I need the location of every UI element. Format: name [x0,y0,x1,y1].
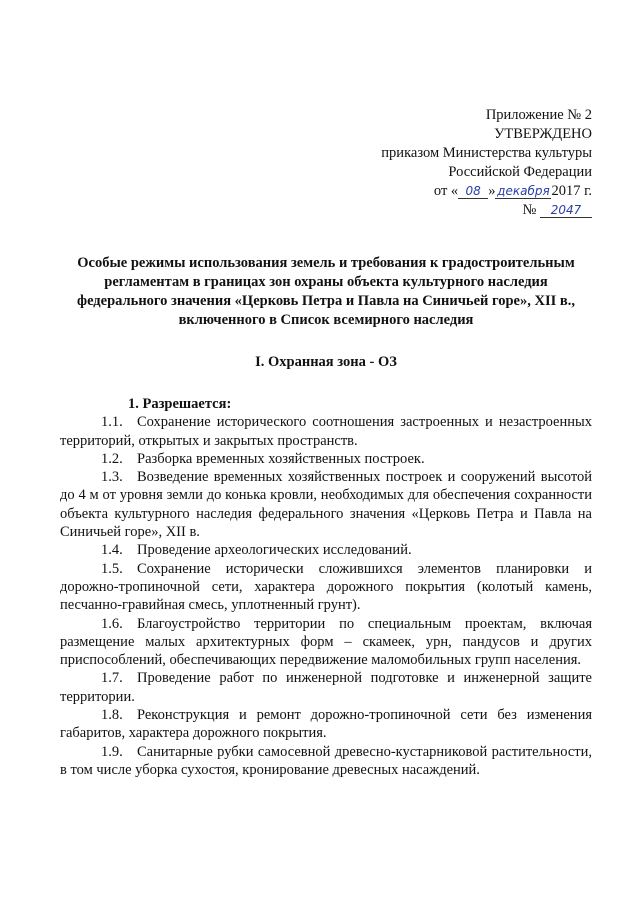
item-text: Проведение археологических исследований. [137,542,412,559]
document-title: Особые режимы использования земель и требования к градостроительным регламентам в границах зон охраны объекта культурного наследия федерального значения «Церковь Петра и Павла на Синичьей горе», XII в., включенного в Список всемирного наследия [77,255,575,328]
list-item [60,560,592,615]
item-number: 1.6. [101,615,123,632]
list-item [60,541,592,559]
item-number: 1.7. [101,670,123,687]
item-number: 1.9. [101,743,123,760]
appendix-number: Приложение № 2 [485,107,592,123]
list-item [60,615,592,670]
item-number: 1.5. [101,560,123,577]
item-number: 1.1. [101,414,123,431]
number-prefix: № [522,202,537,218]
item-number: 1.2. [101,450,123,467]
handwritten-day: 08 [458,184,488,199]
list-item [60,468,592,541]
list-item [60,669,592,706]
list-item [60,450,592,468]
document-body [60,395,592,779]
item-text: Сохранение исторически сложившихся элементов планировки и дорожно-тропиночной сети, характера дорожного покрытия (колотый камень, песчанно-гравийная смесь, уплотненный грунт). [60,560,592,614]
list-item [60,743,592,780]
list-item [60,706,592,743]
number-line [381,201,592,220]
ministry-line: Российской Федерации [448,164,592,180]
item-text: Сохранение исторического соотношения застроенных и незастроенных территорий, открытых и закрытых пространств. [60,414,592,449]
item-text: Благоустройство территории по специальным проектам, включая размещение малых архитектурных форм – скамеек, урн, пандусов и других приспособлений, обеспечивающих передвижение маломобильных групп населения. [60,615,592,669]
handwritten-month: декабря [497,184,550,198]
subsection-title: 1. Разрешается: [128,396,232,412]
date-line [381,182,592,201]
approved-label: УТВЕРЖДЕНО [494,126,592,142]
date-year: 2017 г. [551,183,592,199]
item-text: Возведение временных хозяйственных построек и сооружений высотой до 4 м от уровня земли до конька кровли, необходимых для обеспечения сохранности объекта культурного наследия федерального значения «Церковь Петра и Павла на Синичьей горе», XII в. [60,469,592,541]
item-text: Санитарные рубки самосевной древесно-кустарниковой растительности, в том числе уборка сухостоя, кронирование древесных насаждений. [60,743,592,778]
item-number: 1.4. [101,542,123,559]
order-line: приказом Министерства культуры [381,145,592,161]
item-text: Реконструкция и ремонт дорожно-тропиночной сети без изменения габаритов, характера дорожного покрытия. [60,707,592,742]
handwritten-number: 2047 [540,203,592,218]
item-text: Проведение работ по инженерной подготовке и инженерной защите территории. [60,670,592,705]
item-number: 1.3. [101,469,123,486]
item-text: Разборка временных хозяйственных построек. [137,450,425,467]
approval-block [381,106,592,220]
item-number: 1.8. [101,707,123,724]
date-mid: » [488,183,496,199]
list-item [60,413,592,450]
section-title: I. Охранная зона - ОЗ [255,354,397,370]
date-prefix: от « [433,183,459,199]
